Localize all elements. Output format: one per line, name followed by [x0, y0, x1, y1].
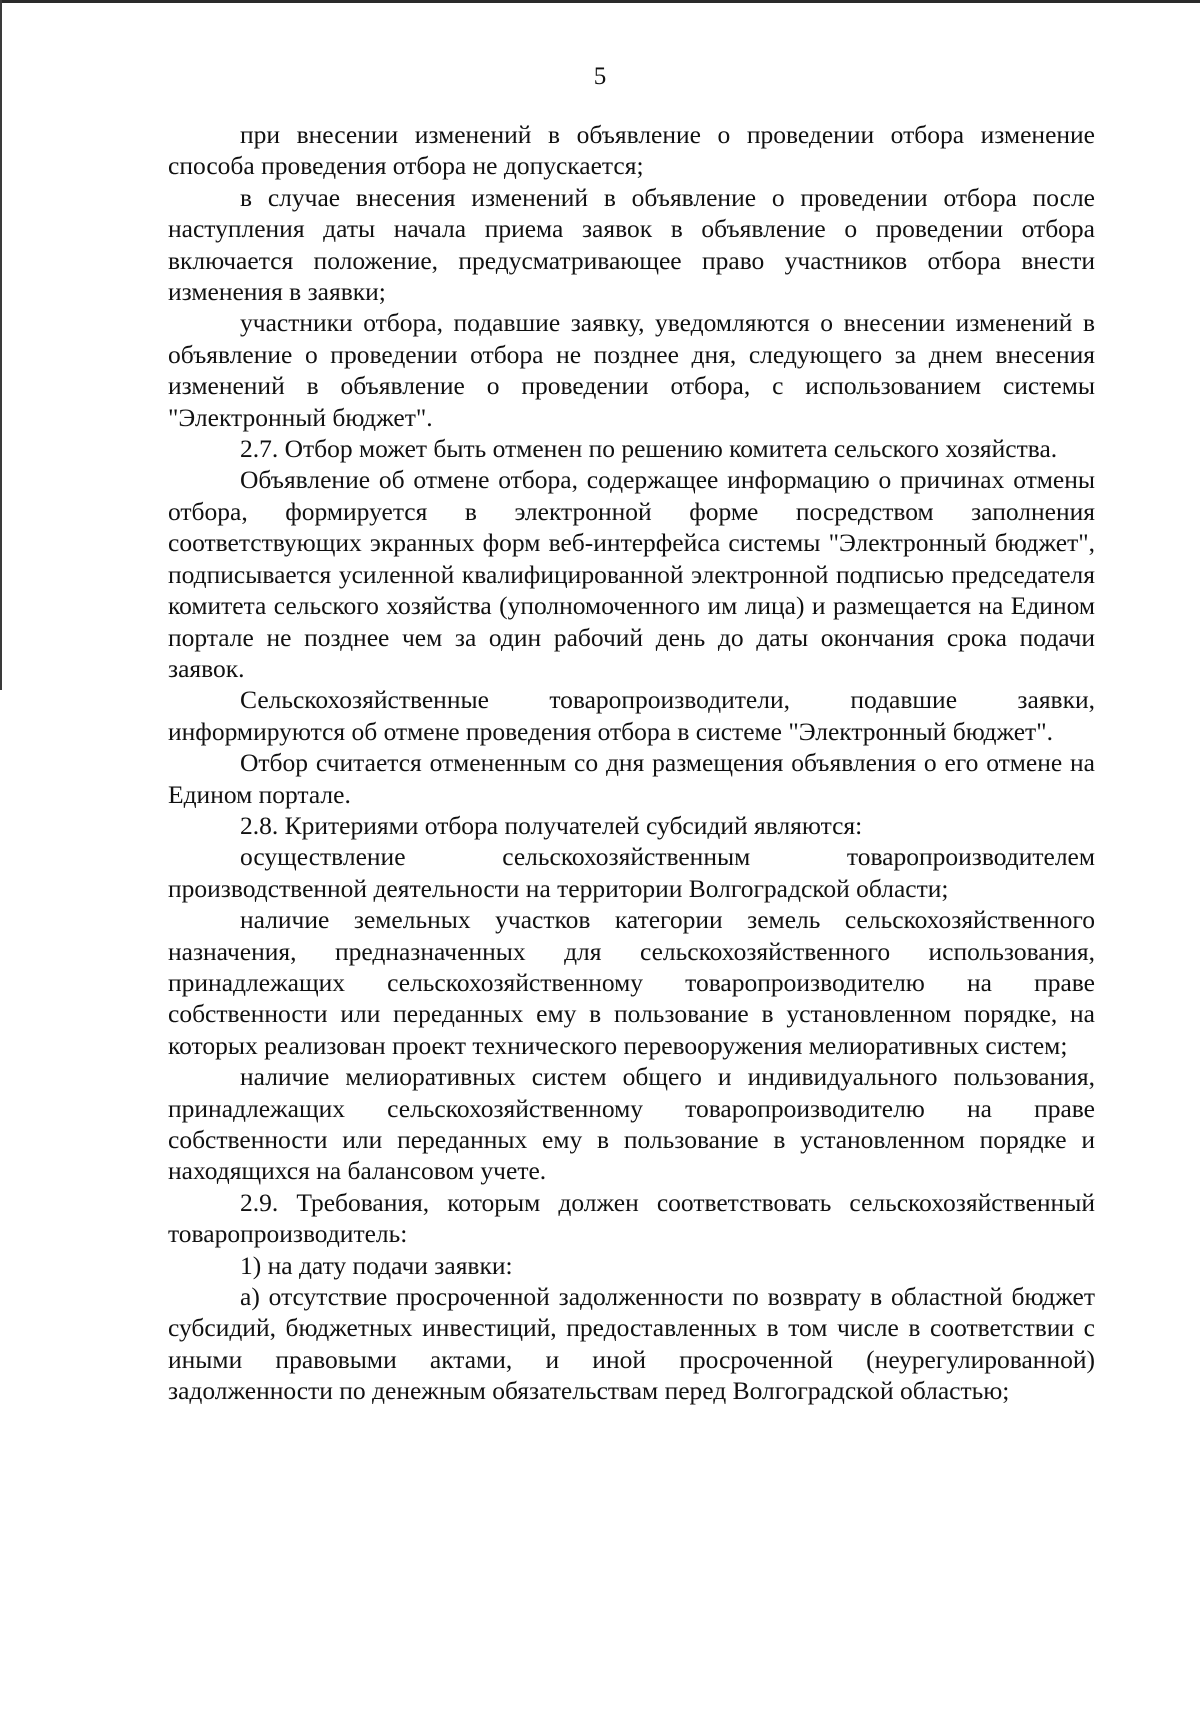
criteria-item: наличие земельных участков категории земель сельскохозяйственного назначения, предназначенных для сельскохозяйственного использования, принадлежащих сельскохозяйственному товаропроизводителю на праве собственности или переданных ему в пользование в установленном порядке, на которых реализован проект технического перевооружения мелиоративных систем; — [168, 905, 1095, 1060]
document-body — [168, 119, 1095, 1407]
section-2-7-paragraph: 2.7. Отбор может быть отменен по решению комитета сельского хозяйства. — [240, 434, 1058, 464]
page-number: 5 — [593, 63, 607, 90]
requirement-item: а) отсутствие просроченной задолженности по возврату в областной бюджет субсидий, бюджетных инвестиций, предоставленных в том числе в соответствии с иными правовыми актами, и иной просроченной (неурегулированной) задолженности по денежным обязательствам перед Волгоградской областью; — [168, 1282, 1095, 1406]
requirement-subheading: 1) на дату подачи заявки: — [240, 1250, 513, 1280]
paragraph: Сельскохозяйственные товаропроизводители, подавшие заявки, информируются об отмене проведения отбора в системе "Электронный бюджет". — [168, 685, 1095, 746]
scan-edge-left — [0, 0, 2, 690]
section-2-8-paragraph: 2.8. Критериями отбора получателей субсидий являются: — [240, 810, 863, 840]
section-2-9-paragraph: 2.9. Требования, которым должен соответствовать сельскохозяйственный товаропроизводитель: — [168, 1187, 1095, 1249]
paragraph: при внесении изменений в объявление о проведении отбора изменение способа проведения отбора не допускается; — [168, 120, 1095, 181]
paragraph: в случае внесения изменений в объявление о проведении отбора после наступления даты начала приема заявок в объявление о проведении отбора включается положение, предусматривающее право участников отбора внести изменения в заявки; — [168, 182, 1095, 307]
criteria-item: наличие мелиоративных систем общего и индивидуального пользования, принадлежащих сельскохозяйственному товаропроизводителю на праве собственности или переданных ему в пользование в установленном порядке и находящихся на балансовом учете. — [168, 1062, 1095, 1186]
paragraph: участники отбора, подавшие заявку, уведомляются о внесении изменений в объявление о проведении отбора не позднее дня, следующего за днем внесения изменений в объявление о проведении отбора, с использованием системы "Электронный бюджет". — [168, 308, 1095, 432]
scan-edge-top — [0, 0, 1200, 3]
paragraph: Отбор считается отмененным со дня размещения объявления о его отмене на Едином портале. — [168, 748, 1095, 809]
criteria-item: осуществление сельскохозяйственным товаропроизводителем производственной деятельности на территории Волгоградской области; — [168, 842, 1095, 903]
paragraph: Объявление об отмене отбора, содержащее информацию о причинах отмены отбора, формируется в электронной форме посредством заполнения соответствующих экранных форм веб-интерфейса системы "Электронный бюджет", подписывается усиленной квалифицированной электронной подписью председателя комитета сельского хозяйства (уполномоченного им лица) и размещается на Едином портале не позднее чем за один рабочий день до даты окончания срока подачи заявок. — [168, 465, 1095, 683]
